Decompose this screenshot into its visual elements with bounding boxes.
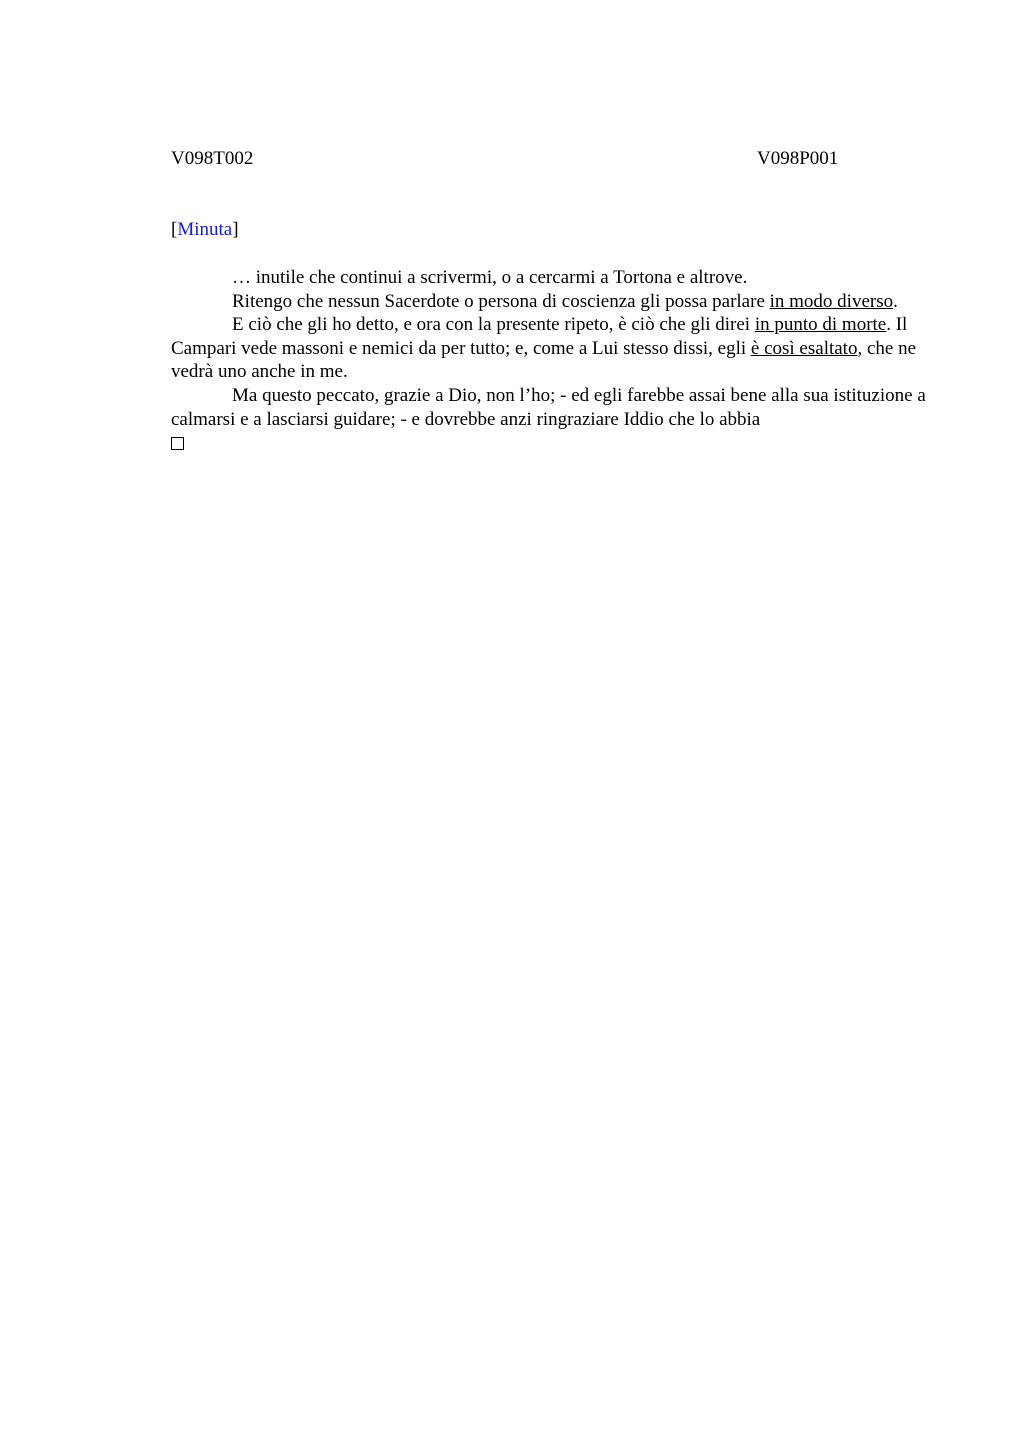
paragraph-1 bbox=[171, 266, 941, 290]
minuta-label: Minuta bbox=[177, 219, 233, 240]
end-marker bbox=[171, 431, 941, 457]
paragraph-1-text: … inutile che continui a scrivermi, o a cercarmi a Tortona e altrove. bbox=[232, 267, 748, 288]
paragraph-3-text-c: , che ne vedrà uno anche in me. bbox=[171, 337, 917, 383]
paragraph-4-text: Ma questo peccato, grazie a Dio, non l’ho; - ed egli farebbe assai bene alla sua istituzione a calmarsi e a lasciarsi guidare; - e dovrebbe anzi ringraziare Iddio che lo abbia bbox=[171, 384, 926, 430]
paragraph-4 bbox=[171, 384, 941, 431]
note-label bbox=[171, 218, 239, 241]
paragraph-2-text-a: Ritengo che nessun Sacerdote o persona di coscienza gli possa parlare bbox=[232, 290, 770, 312]
paragraph-2-underlined: in modo diverso bbox=[769, 290, 894, 312]
paragraph-3-underlined-2: è così esaltato bbox=[750, 337, 858, 359]
paragraph-3-underlined-1: in punto di morte bbox=[754, 314, 887, 336]
paragraph-3-text-a: E ciò che gli ho detto, e ora con la presente ripeto, è ciò che gli direi bbox=[232, 314, 755, 336]
paragraph-2-text-b: . bbox=[893, 290, 898, 312]
paragraph-3-text-b: . Il Campari vede massoni e nemici da per tutto; e, come a Lui stesso dissi, egli bbox=[171, 314, 908, 359]
paragraph-3 bbox=[171, 313, 941, 384]
document-code-right: V098P001 bbox=[757, 148, 839, 169]
bracket-close: ] bbox=[232, 219, 239, 240]
square-box-icon bbox=[171, 437, 184, 450]
bracket-open: [ bbox=[171, 219, 178, 240]
paragraph-2 bbox=[171, 290, 941, 314]
letter-body bbox=[171, 266, 941, 457]
document-code-left: V098T002 bbox=[171, 148, 254, 169]
